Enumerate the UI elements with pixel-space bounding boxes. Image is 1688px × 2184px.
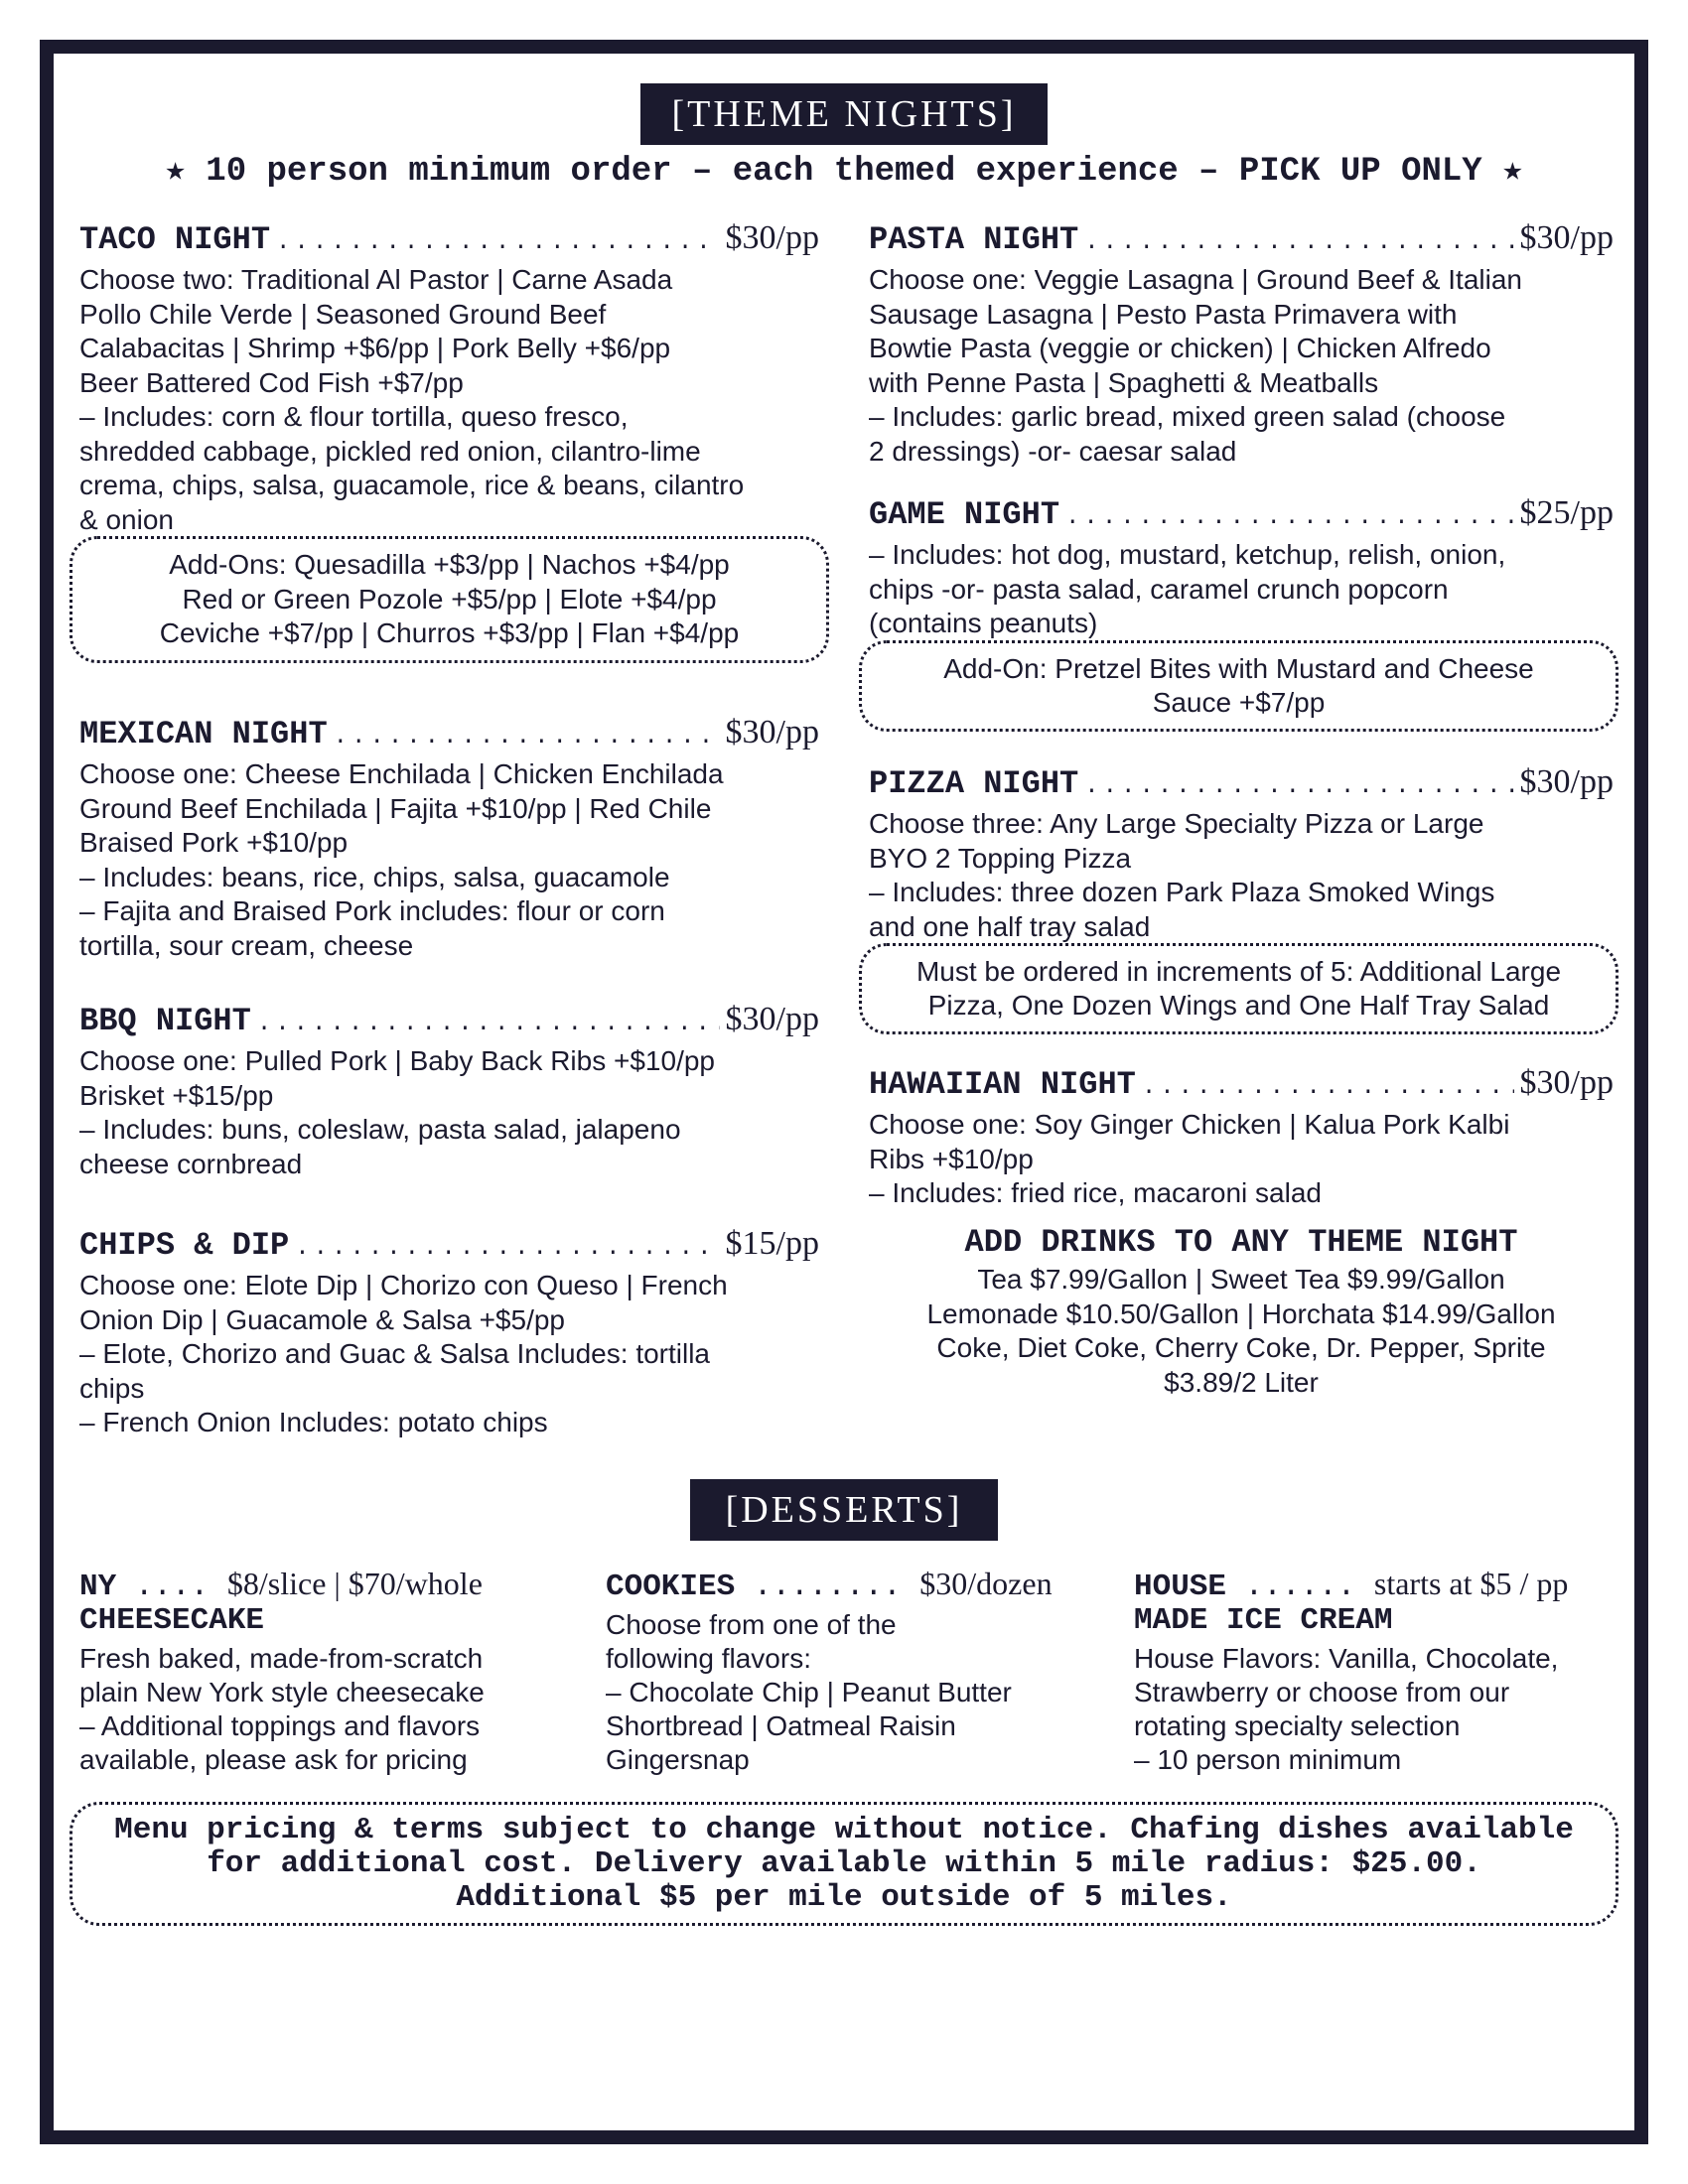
theme-nights-subtitle: ★ 10 person minimum order – each themed experience – PICK UP ONLY ★ xyxy=(165,153,1523,191)
game-addon-box: Add-On: Pretzel Bites with Mustard and Cheese Sauce +$7/pp xyxy=(859,640,1618,732)
mexican-night-section xyxy=(79,713,819,963)
section-description: Choose one: Veggie Lasagna | Ground Beef & Italian Sausage Lasagna | Pesto Pasta Primavera with Bowtie Pasta (veggie or chicken) | Chicken Alfredo with Penne Pasta | Spaghetti & Meatballs – Includes: garlic bread, mixed green salad (choose 2 dressings) -or- caesar salad xyxy=(869,264,1522,467)
chips-dip-section xyxy=(79,1224,819,1440)
dessert-name-line2: MADE ICE CREAM xyxy=(1134,1603,1393,1638)
dessert-name: COOKIES xyxy=(606,1570,736,1604)
dessert-description: Fresh baked, made-from-scratch plain New York style cheesecake – Additional toppings and flavors available, please ask for pricing xyxy=(79,1643,485,1775)
section-description: Choose one: Pulled Pork | Baby Back Ribs +$10/pp Brisket +$15/pp – Includes: buns, coleslaw, pasta salad, jalapeno cheese cornbread xyxy=(79,1045,715,1179)
section-name: PASTA NIGHT xyxy=(869,221,1079,258)
section-price: $30/pp xyxy=(1519,219,1614,256)
dessert-ice-cream: HOUSE ...... starts at $5 / pp MADE ICE CREAM House Flavors: Vanilla, Chocolate, Strawberry or choose from our rotating specialty selection – 10 person minimum xyxy=(1134,1567,1620,1777)
theme-nights-banner: [THEME NIGHTS] xyxy=(640,83,1048,145)
section-price: $30/pp xyxy=(1519,763,1614,800)
section-price: $30/pp xyxy=(1519,1064,1614,1101)
dessert-cookies: COOKIES ........ $30/dozen Choose from one of the following flavors: – Chocolate Chip | Peanut Butter Shortbread | Oatmeal Raisin Gingersnap xyxy=(606,1567,1102,1777)
section-description: Choose two: Traditional Al Pastor | Carne Asada Pollo Chile Verde | Seasoned Ground Beef Calabacitas | Shrimp +$6/pp | Pork Belly +$6/pp Beer Battered Cod Fish +$7/pp – Includes: corn & flour tortilla, queso fresco, shredded cabbage, pickled red onion, cilantro-lime crema, chips, salsa, guacamole, rice & beans, cilantro & onion xyxy=(79,264,745,535)
dessert-cheesecake: NY .... $8/slice | $70/whole CHEESECAKE Fresh baked, made-from-scratch plain New York style cheesecake – Additional toppings and flavors available, please ask for pricing xyxy=(79,1567,566,1777)
taco-night-section xyxy=(79,218,819,537)
taco-addons-box: Add-Ons: Quesadilla +$3/pp | Nachos +$4/pp Red or Green Pozole +$5/pp | Elote +$4/pp Ceviche +$7/pp | Churros +$3/pp | Flan +$4/pp xyxy=(70,536,829,663)
dessert-description: Choose from one of the following flavors: – Chocolate Chip | Peanut Butter Shortbread | Oatmeal Raisin Gingersnap xyxy=(606,1609,1012,1775)
section-name: TACO NIGHT xyxy=(79,221,271,258)
drinks-title: ADD DRINKS TO ANY THEME NIGHT xyxy=(964,1224,1518,1261)
dessert-price: $8/slice | $70/whole xyxy=(226,1566,483,1601)
dessert-name-line2: CHEESECAKE xyxy=(79,1603,265,1638)
pizza-note-box: Must be ordered in increments of 5: Additional Large Pizza, One Dozen Wings and One Half Tray Salad xyxy=(859,943,1618,1034)
terms-footer: Menu pricing & terms subject to change without notice. Chafing dishes available for additional cost. Delivery available within 5 mile radius: $25.00. Additional $5 per mile outside of 5 miles. xyxy=(70,1802,1618,1926)
game-night-section xyxy=(869,493,1614,641)
section-description: – Includes: hot dog, mustard, ketchup, relish, onion, chips -or- pasta salad, caramel crunch popcorn (contains peanuts) xyxy=(869,539,1506,638)
section-name: PIZZA NIGHT xyxy=(869,765,1079,802)
pasta-night-section xyxy=(869,218,1614,469)
section-description: Choose one: Soy Ginger Chicken | Kalua Pork Kalbi Ribs +$10/pp – Includes: fried rice, macaroni salad xyxy=(869,1109,1510,1208)
pizza-night-section xyxy=(869,762,1614,944)
section-price: $25/pp xyxy=(1519,494,1614,531)
section-price: $30/pp xyxy=(725,219,819,256)
section-name: CHIPS & DIP xyxy=(79,1227,290,1264)
section-name: MEXICAN NIGHT xyxy=(79,716,328,752)
dessert-name: NY xyxy=(79,1570,117,1604)
dessert-price: starts at $5 / pp xyxy=(1373,1566,1569,1601)
section-description: Choose three: Any Large Specialty Pizza or Large BYO 2 Topping Pizza – Includes: three dozen Park Plaza Smoked Wings and one half tray salad xyxy=(869,808,1495,942)
dessert-price: $30/dozen xyxy=(919,1566,1053,1601)
desserts-banner: [DESSERTS] xyxy=(690,1479,998,1541)
dessert-description: House Flavors: Vanilla, Chocolate, Strawberry or choose from our rotating specialty selection – 10 person minimum xyxy=(1134,1643,1559,1775)
drinks-list: Tea $7.99/Gallon | Sweet Tea $9.99/Gallon Lemonade $10.50/Gallon | Horchata $14.99/Gallon Coke, Diet Coke, Cherry Coke, Dr. Pepper, Sprite $3.89/2 Liter xyxy=(926,1264,1556,1398)
hawaiian-night-section xyxy=(869,1063,1614,1211)
drinks-section xyxy=(864,1223,1618,1400)
section-price: $30/pp xyxy=(725,714,819,751)
bbq-night-section xyxy=(79,1000,819,1181)
section-price: $15/pp xyxy=(725,1225,819,1262)
section-name: GAME NIGHT xyxy=(869,496,1060,533)
section-description: Choose one: Elote Dip | Chorizo con Queso | French Onion Dip | Guacamole & Salsa +$5/pp – Elote, Chorizo and Guac & Salsa Includes: tortilla chips – French Onion Includes: potato chips xyxy=(79,1270,728,1437)
section-price: $30/pp xyxy=(725,1001,819,1037)
section-name: BBQ NIGHT xyxy=(79,1003,251,1039)
section-name: HAWAIIAN NIGHT xyxy=(869,1066,1136,1103)
section-description: Choose one: Cheese Enchilada | Chicken Enchilada Ground Beef Enchilada | Fajita +$10/pp | Red Chile Braised Pork +$10/pp – Includes: beans, rice, chips, salsa, guacamole – Fajita and Braised Pork includes: flour or corn tortilla, sour cream, cheese xyxy=(79,758,724,961)
dessert-name: HOUSE xyxy=(1134,1570,1227,1604)
